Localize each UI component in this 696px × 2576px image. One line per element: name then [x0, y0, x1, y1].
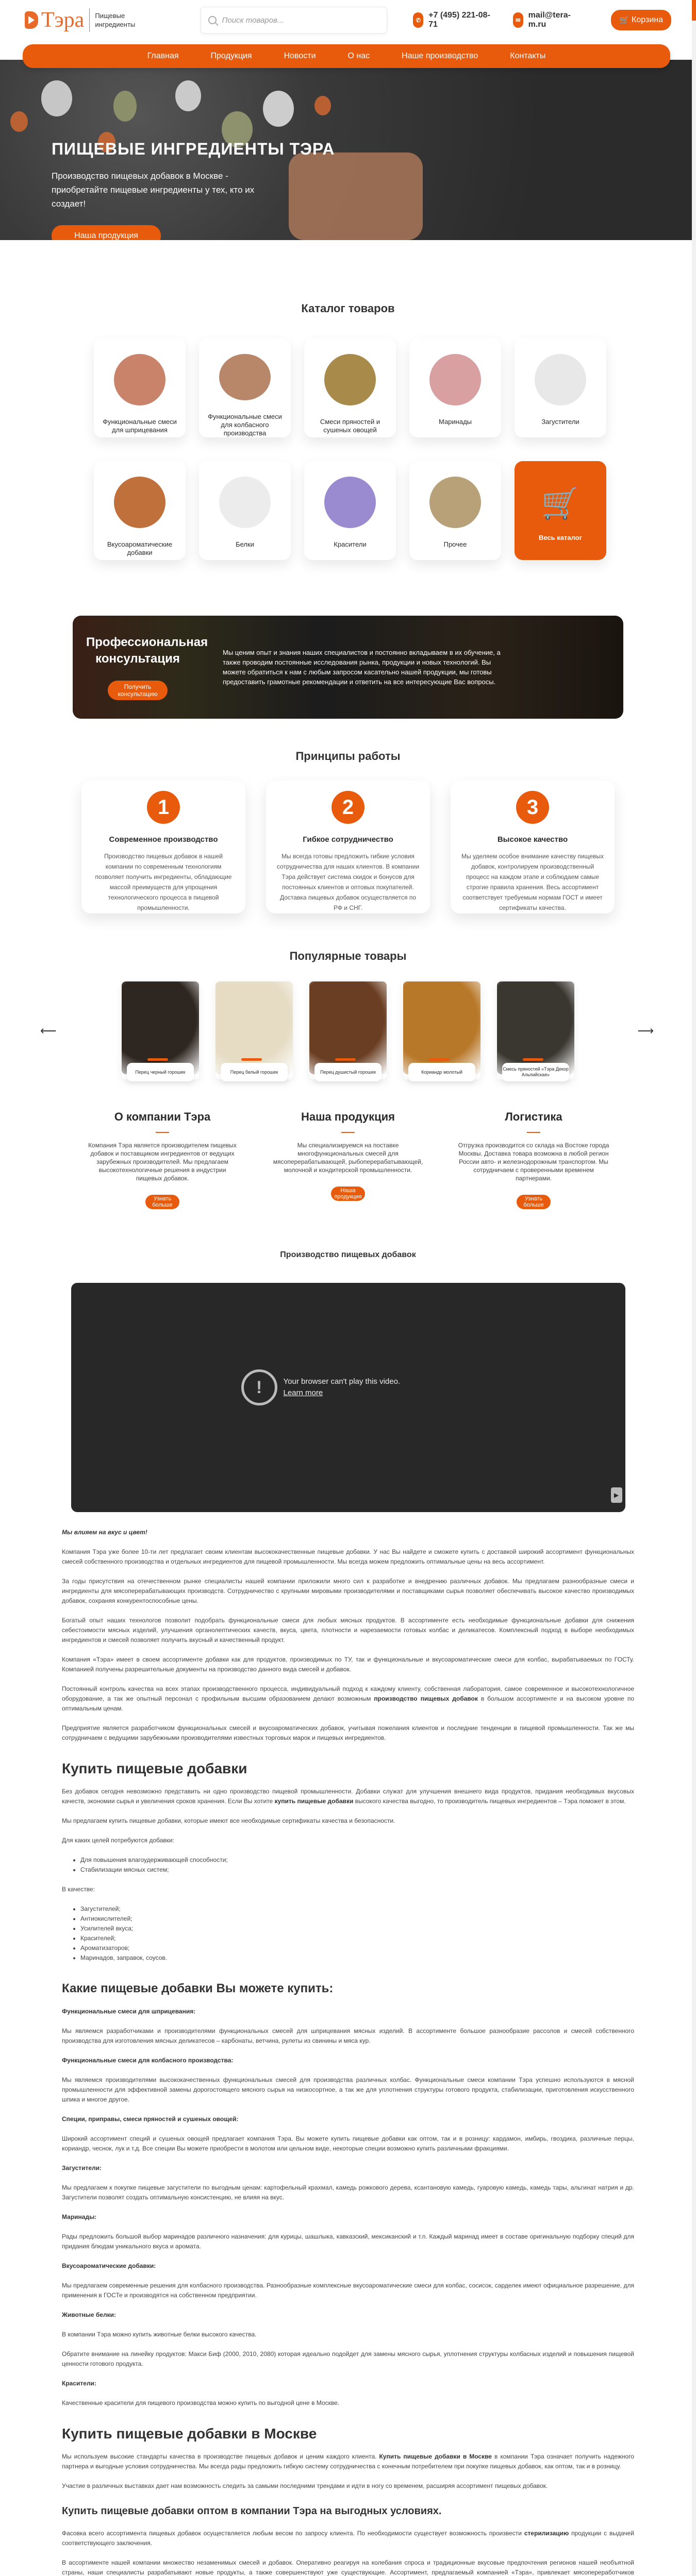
role-list — [80, 1904, 634, 1963]
info-divider — [527, 1132, 540, 1133]
search-icon — [208, 16, 217, 24]
carousel-prev-arrow-icon[interactable]: ⟵ — [40, 1024, 57, 1037]
product-label: Перец душистый горошек — [314, 1063, 382, 1081]
video-error-text — [284, 1376, 401, 1399]
catalog-label: Красители — [334, 540, 367, 548]
info-text: Компания Тэра является производителем пищевых добавок и поставщиком ингредиентов от ведущих зарубежных производителей. Мы предлагаем высокотехнологичные решения в индустрии пищевых добавок. — [88, 1142, 237, 1182]
bold-text: стерилизацию — [524, 2530, 569, 2537]
category-heading: Загустители: — [62, 2164, 102, 2172]
article-paragraph: Для каких целей потребуются добавки: — [62, 1837, 174, 1844]
nav-home[interactable]: Главная — [147, 52, 179, 60]
heading-wholesale: Купить пищевые добавки оптом в компании Тэра на выгодных условиях. — [62, 2505, 442, 2517]
info-column — [271, 1110, 425, 1209]
logo-subtitle: Пищевые ингредиенты — [95, 12, 136, 28]
heading-buy: Купить пищевые добавки — [62, 1760, 247, 1776]
product-label: Кориандр молотый — [408, 1063, 475, 1081]
info-columns — [0, 1110, 696, 1209]
text-span: Без добавок сегодня невозможно представить ни одно производство пищевой промышленности. Добавки служат для улучшения внешнего вида продуктов, придания необходимых вкусовых качеств, экономии сырья и увеличения сроков хранения. Если Вы хотите — [62, 1788, 634, 1805]
hero-banner — [0, 60, 696, 240]
all-catalog-card[interactable] — [515, 461, 606, 560]
catalog-card[interactable] — [409, 461, 501, 560]
list-item: • Красителей; — [80, 1934, 634, 1943]
info-text: Отгрузка производится со склада на Востоке города Москвы. Доставка товара возможна в любой регион России авто- и железнодорожным транспортом. Мы сотрудничаем с проверенными временем партнерами. — [458, 1142, 609, 1182]
text-span: продукции с выдачей соответствующего заключения. — [62, 2530, 634, 2547]
hero-content — [52, 140, 335, 240]
catalog-image — [114, 354, 165, 405]
catalog-card[interactable] — [515, 338, 606, 437]
catalog-label: Вкусоароматические добавки — [107, 540, 173, 556]
category-heading: Функциональные смеси для колбасного производства: — [62, 2057, 234, 2064]
bold-text: Купить пищевые добавки в Москве — [379, 2453, 492, 2460]
video-error-message: Your browser can't play this video. — [283, 1377, 401, 1386]
category-text: В компании Тэра можно купить животные белки высокого качества. — [62, 2331, 257, 2338]
article-paragraph: Участие в различных выставках дает нам возможность следить за самыми последними трендами и идти в ногу со временем, расширяя ассортимент пищевых добавок. — [62, 2482, 548, 2489]
category-heading: Маринады: — [62, 2213, 97, 2221]
bold-text: купить пищевые добавки — [274, 1798, 354, 1805]
product-accent-bar — [147, 1058, 168, 1061]
catalog-image — [219, 477, 271, 528]
catalog-card[interactable] — [94, 338, 186, 437]
principle-title: Гибкое сотрудничество — [303, 835, 393, 844]
product-card[interactable] — [309, 981, 387, 1079]
list-item: • Антиокислителей; — [80, 1914, 634, 1924]
text-span: в большом ассортименте и на высоком уровне по оптимальным ценам. — [62, 1695, 634, 1712]
logo[interactable] — [25, 8, 177, 32]
video-section — [0, 1250, 696, 1512]
hero-title: ПИЩЕВЫЕ ИНГРЕДИЕНТЫ ТЭРА — [52, 140, 335, 158]
site-header — [0, 0, 696, 40]
text-span: Фасовка всего ассортимента пищевых добавок осуществляется любым весом по запросу клиента. По необходимости существует возможность произвести — [62, 2530, 524, 2537]
page-scrollbar[interactable] — [692, 0, 696, 2576]
popular-title: Популярные товары — [289, 950, 407, 962]
principle-title: Современное производство — [109, 835, 218, 844]
principles-section — [0, 750, 696, 913]
catalog-section — [0, 240, 696, 560]
cart-icon: 🛒 — [541, 485, 580, 520]
hero-decor — [175, 80, 201, 111]
article-paragraph: Богатый опыт наших технологов позволит подобрать функциональные смеси для любых мясных продуктов. В ассортименте есть необходимые функциональные добавки для снижения себестоимости мясных изделий, улучшения органолептических качеств, вкуса, цвета, плотности и нарезаемости готовых колбас и деликатесов. Комплексный подход в выборе необходимых ингредиентов и смесей позволяет получить вкусный и качественный продукт. — [62, 1617, 634, 1643]
info-column — [85, 1110, 240, 1209]
info-divider — [156, 1132, 169, 1133]
product-card[interactable] — [216, 981, 293, 1079]
nav-production[interactable]: Наше производство — [402, 52, 478, 60]
principle-number: 2 — [332, 791, 364, 824]
phone-icon: ✆ — [413, 12, 423, 28]
main-nav — [23, 44, 670, 68]
principles-grid — [0, 781, 696, 913]
list-item: • Стабилизации мясных систем; — [80, 1865, 634, 1875]
consultation-title: Профессиональная консультация — [86, 635, 208, 666]
catalog-label: Функциональные смеси для колбасного производства — [208, 413, 282, 437]
play-icon[interactable]: ▶ — [611, 1487, 622, 1503]
category-text: Мы предлагаем современные решения для колбасного производства. Разнообразные комплексные вкусоароматические смеси для колбас, сосисок, сарделек имеют официальное разрешение, для применения в ГОСТе и производятся на собственном предприятии. — [62, 2282, 634, 2299]
text-span: в компании Тэра означает получить надежного партнера и выгодные условия сотрудничества. Мы всегда рады предложить гибкую систему сотрудничества с конечным потребителем при покупке пищевых добавок, как оптом, так и в розницу. — [62, 2453, 634, 2470]
article-paragraph: За годы присутствия на отечественном рынке специалисты нашей компании приложили много сил к разработке и внедрению различных добавок. Мы предлагаем разнообразные смеси и ингредиенты для мясоперерабатывающих производств. Сотрудничество с крупными мировыми производителями и поставщиками сырья позволяет обеспечивать высокое качество производимых добавок, сохраняя конкурентоспособные цены. — [62, 1578, 634, 1604]
warning-icon: ! — [241, 1369, 277, 1405]
list-item: • Ароматизаторов; — [80, 1943, 634, 1953]
cart-button[interactable] — [611, 10, 671, 30]
info-text: Мы специализируемся на поставке многофункциональных смесей для мясоперерабатывающей, рыбоперерабатывающей, молочной и кондитерской промышленности. — [273, 1142, 423, 1174]
search-placeholder: Поиск товаров... — [222, 15, 284, 25]
nav-news[interactable]: Новости — [284, 52, 316, 60]
catalog-image — [114, 477, 165, 528]
info-title: Наша продукция — [301, 1110, 395, 1123]
phone-number: +7 (495) 221-08-71 — [428, 11, 490, 29]
header-phone[interactable] — [413, 11, 498, 29]
catalog-label: Прочее — [443, 540, 467, 548]
category-text: Обратите внимание на линейку продуктов: Макси Биф (2000, 2010, 2080) которая идеально подойдет для замены мясного сырья, уплотнения структуры колбасных изделий и повышения пищевой ценности готового продукта. — [62, 2350, 634, 2367]
learn-more-link[interactable]: Learn more — [283, 1388, 323, 1397]
product-label: Перец черный горошек — [127, 1063, 194, 1081]
email-address: mail@tera-m.ru — [528, 11, 571, 29]
info-title: О компании Тэра — [114, 1110, 211, 1123]
principle-title: Высокое качество — [497, 835, 568, 844]
catalog-label: Загустители — [541, 418, 579, 426]
video-error — [241, 1369, 401, 1405]
info-divider — [341, 1132, 355, 1133]
principle-number: 3 — [516, 791, 549, 824]
principle-card — [81, 781, 245, 913]
article-paragraph: В ассортименте нашей компании множество незаменимых смесей и добавок. Оперативно реагируя на колебания спроса и традиционные вкусовые предпочтения регионов нашей необъятной страны, наши специалисты разрабатывают новые продукты, а также совершенствуют уже существующие. Ассортимент, предлагаемый компанией «Тэра», привлекает мясопереработчиков — [62, 2559, 634, 2576]
catalog-card[interactable] — [94, 461, 186, 560]
category-heading: Вкусоароматические добавки: — [62, 2262, 156, 2269]
principles-title: Принципы работы — [295, 750, 401, 762]
bold-text: производство пищевых добавок — [374, 1695, 478, 1702]
category-heading: Животные белки: — [62, 2311, 116, 2318]
hero-subtitle: Производство пищевых добавок в Москве - приобретайте пищевые ингредиенты у тех, кто их создает! — [52, 171, 255, 209]
info-column — [456, 1110, 611, 1209]
principle-card — [266, 781, 430, 913]
catalog-image — [219, 354, 271, 400]
principle-text: Мы всегда готовы предложить гибкие условия сотрудничества для наших клиентов. В компании Тэра действует система скидок и бонусов для постоянных клиентов и оптовых покупателей. Доставка пищевых добавок осуществляется по РФ и СНГ. — [276, 853, 420, 911]
article-paragraph: В качестве: — [62, 1886, 95, 1893]
category-text: Качественные красители для пищевого производства можно купить по выгодной цене в Москве. — [62, 2399, 340, 2406]
principle-text: Производство пищевых добавок в нашей компании по современным технологиям позволяет получить ингредиенты, обладающие массой преимуществ для упрощения технологического процесса в пищевой промышленности. — [95, 853, 232, 911]
catalog-label: Маринады — [438, 418, 472, 426]
search-input[interactable] — [201, 7, 387, 33]
product-label: Перец белый горошек — [221, 1063, 288, 1081]
get-consultation-button[interactable]: Получить консультацию — [108, 681, 168, 700]
hero-decor — [113, 91, 137, 122]
nav-about[interactable]: О нас — [347, 52, 370, 60]
principle-text: Мы уделяем особое внимание качеству пищевых добавок, контролируем производственный процесс на каждом этапе и соблюдаем самые строгие правила хранения. Весь ассортимент соответствует требуемым нормам ГОСТ и имеет сертификаты качества. — [461, 853, 604, 911]
catalog-card[interactable] — [409, 338, 501, 437]
article-paragraph: Компания Тэра уже более 10-ти лет предлагает своим клиентам высококачественные пищевые добавки. У нас Вы найдете и сможете купить с доставкой широкий ассортимент функциональных смесей собственного производства и отдельных ингредиентов для пищевой промышленности. Мы всегда можем предложить оптимальные цены на весь ассортимент. — [62, 1548, 634, 1565]
principle-number: 1 — [147, 791, 180, 824]
principle-card — [451, 781, 615, 913]
article-paragraph — [62, 2529, 634, 2548]
heading-which: Какие пищевые добавки Вы можете купить: — [62, 1981, 334, 1995]
article-paragraph — [62, 1684, 634, 1714]
text-span: Постоянный контроль качества на всех этапах производственного процесса, индивидуальный подход к каждому клиенту, собственная лаборатория, самое современное и высокотехнологичное оборудование, а так же опытный персонал с профильным высшим образованием делают возможным — [62, 1685, 634, 1702]
product-label: Смесь пряностей «Тэра Декор Альпийская» — [502, 1063, 569, 1081]
text-span: высокого качества выгодно, то производитель пищевых ингредиентов – Тэра поможет в этом. — [353, 1798, 626, 1805]
info-title: Логистика — [505, 1110, 562, 1123]
all-catalog-label: Весь каталог — [538, 533, 583, 541]
hero-decor — [10, 111, 28, 132]
logo-icon — [25, 11, 38, 29]
product-card[interactable] — [122, 981, 199, 1079]
product-accent-bar — [429, 1058, 450, 1061]
consultation-banner — [73, 616, 623, 719]
consultation-left — [86, 634, 208, 700]
cart-label: Корзина — [632, 15, 663, 24]
catalog-card[interactable] — [304, 338, 396, 437]
category-text: Рады предложить большой выбор маринадов различного назначения: для курицы, шашлыка, кавказский, мексиканский и т.п. Каждый маринад имеет в составе оригинальную подборку специй для придания блюдам уникального вкуса и аромата. — [62, 2233, 634, 2250]
nav-products[interactable]: Продукция — [210, 52, 252, 60]
category-text: Мы предлагаем к покупке пищевые загустители по выгодным ценам: картофельный крахмал, камедь рожкового дерева, ксантановую камедь, гуаровую камедь, камедь тары, альгинат натрия и др. Загустители позволят создать оптимальную консистенцию, не влияя на вкус. — [62, 2184, 634, 2201]
catalog-card[interactable] — [199, 461, 291, 560]
product-card[interactable] — [497, 981, 574, 1079]
popular-carousel — [0, 981, 696, 1079]
category-text: Мы являемся производителями высококачественных функциональных смесей для производства различных колбас. Функциональные смеси компании Тэра успешно используются в мясной промышленности для эффективной замены дорогостоящего мясного сырья на низкосортное, а так же для уплотнения структуры готового продукта, стабилизации, приготовления искусственного шпика и многое другое. — [62, 2076, 634, 2103]
category-descriptions — [62, 2007, 634, 2408]
catalog-title: Каталог товаров — [301, 302, 395, 315]
article-paragraph: Мы предлагаем купить пищевые добавки, которые имеют все необходимые сертификаты качества и безопасности. — [62, 1817, 395, 1824]
header-email[interactable] — [513, 11, 588, 29]
catalog-label: Белки — [236, 540, 254, 548]
catalog-image — [324, 477, 376, 528]
product-card[interactable] — [403, 981, 480, 1079]
catalog-card[interactable] — [304, 461, 396, 560]
hero-products-button[interactable]: Наша продукция — [52, 225, 161, 240]
catalog-card[interactable] — [199, 338, 291, 437]
catalog-image — [429, 477, 481, 528]
list-item: • Маринадов, заправок, соусов. — [80, 1953, 634, 1963]
article-paragraph — [62, 2452, 634, 2471]
hero-decor — [314, 96, 331, 115]
catalog-label: Смеси пряностей и сушеных овощей — [320, 418, 380, 434]
product-accent-bar — [335, 1058, 356, 1061]
text-span: Мы используем высокие стандарты качества в производстве пищевых добавок и ценим каждого клиента. — [62, 2453, 379, 2460]
popular-section — [0, 950, 696, 1079]
logo-name: Тэра — [41, 8, 90, 32]
category-text: Широкий ассортимент специй и сушеных овощей предлагает компания Тэра. Вы можете купить пищевые добавки как оптом, так и в розницу: кардамон, имбирь, гвоздика, различные перцы, кориандр, чеснок, лук и т.д. Все специи Вы можете приобрести в молотом или цельном виде, некоторые специи возможно купить различными фракциями. — [62, 2135, 634, 2152]
category-heading: Специи, приправы, смеси пряностей и сушеных овощей: — [62, 2115, 239, 2123]
list-item: • Для повышения влагоудерживающей способности; — [80, 1855, 634, 1865]
product-accent-bar — [241, 1058, 262, 1061]
catalog-label: Функциональные смеси для шприцевания — [103, 418, 177, 434]
video-title: Производство пищевых добавок — [280, 1250, 416, 1259]
info-button[interactable]: Узнать больше — [145, 1195, 179, 1209]
video-player[interactable] — [71, 1283, 625, 1512]
article-paragraph — [62, 1787, 634, 1806]
purpose-list — [80, 1855, 634, 1875]
category-heading: Красители: — [62, 2380, 96, 2387]
seo-article — [62, 1528, 634, 2576]
info-button[interactable]: Наша продукция — [331, 1187, 365, 1201]
article-paragraph: Компания «Тэра» имеет в своем ассортименте добавки как для продуктов, производимых по ТУ, так и функциональные и вкусоароматические смеси для колбас, вырабатываемых по ГОСТу. Компанией получены разрешительные документы на производство данного вида смесей и добавок. — [62, 1656, 634, 1673]
category-text: Мы являемся разработчиками и производителями функциональных смесей для шприцевания мясных изделий. В ассортименте большое разнообразие рассолов и смесей собственного производства для изготовления мясных деликатесов – карбонаты, ветчина, рулеты из свинины и мяса кур. — [62, 2027, 634, 2044]
catalog-image — [324, 354, 376, 405]
nav-contacts[interactable]: Контакты — [510, 52, 546, 60]
catalog-image — [429, 354, 481, 405]
info-button[interactable]: Узнать больше — [517, 1195, 551, 1209]
consultation-text: Мы ценим опыт и знания наших специалистов и постоянно вкладываем в их обучение, а также проводим постоянные исследования рынка, продукции и новых технологий. Вы можете обратиться к нам с любым запросом касательно нашей продукции, мы готовы предоставить грамотные рекомендации и ответить на все интересующие Вас вопросы. — [223, 649, 501, 686]
catalog-grid — [0, 338, 696, 560]
catalog-image — [535, 354, 586, 405]
hero-decor — [41, 80, 72, 116]
category-heading: Функциональные смеси для шприцевания: — [62, 2008, 196, 2015]
mail-icon: ✉ — [513, 12, 523, 28]
carousel-next-arrow-icon[interactable]: ⟶ — [637, 1024, 654, 1037]
article-paragraph: Предприятие является разработчиком функциональных смесей и вкусоароматических добавок, учитывая пожелания клиентов и последние тенденции в пищевой промышленности. Так же мы сотрудничаем с ведущими зарубежными производителями известных торговых марок и пищевых ингредиентов. — [62, 1724, 634, 1741]
scrollbar-thumb[interactable] — [692, 0, 696, 21]
heading-moscow: Купить пищевые добавки в Москве — [62, 2426, 317, 2442]
product-accent-bar — [523, 1058, 543, 1061]
list-item: • Усилителей вкуса; — [80, 1924, 634, 1934]
list-item: • Загустителей; — [80, 1904, 634, 1914]
hero-decor — [263, 91, 294, 127]
cart-icon: 🛒 — [619, 16, 630, 25]
article-intro: Мы влияем на вкус и цвет! — [62, 1529, 147, 1536]
